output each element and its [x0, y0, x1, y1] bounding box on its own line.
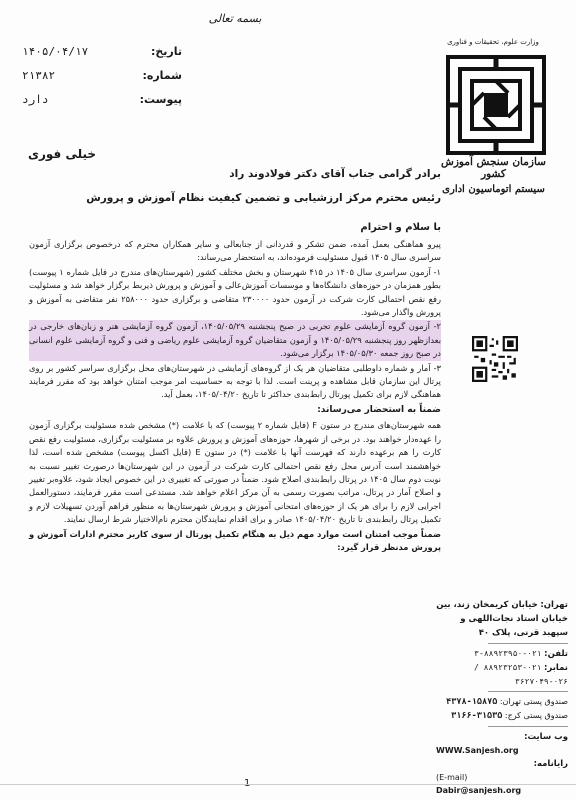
- letter-meta: [22, 40, 182, 112]
- pobox-tehran-value: ۱۵۸۷۵-۴۳۷۸: [446, 697, 498, 707]
- sanjesh-logo-icon: [446, 55, 546, 155]
- intro-paragraph: پیرو هماهنگی بعمل آمده، ضمن تشکر و قدردانی از جنابعالی و سایر همکاران محترم که درخصوص برگزاری آزمون سراسری سال ۱۴۰۵ قبول مسئولیت فرموده‌اند، به استحضار می‌رساند:: [29, 239, 441, 263]
- basmala: بسمه تعالی: [208, 12, 262, 25]
- contact-sidebar: [436, 598, 568, 797]
- attachment-value: دارد: [22, 93, 49, 106]
- organization-subtitle: سیستم اتوماسیون اداری: [442, 184, 545, 195]
- ministry-name: وزارت علوم، تحقیقات و فناوری: [447, 38, 539, 46]
- divider: [488, 643, 568, 644]
- number-row: [22, 64, 182, 88]
- email-label: رایانامه:: [533, 759, 568, 769]
- qr-code-icon: [472, 336, 518, 382]
- attachment-row: [22, 88, 182, 112]
- greeting: با سلام و احترام: [360, 222, 441, 233]
- item-3-paragraph: ۳- آمار و شماره داوطلبی متقاضیان هر یک از گروه‌های آزمایشی در شهرستان‌های محل برگزاری سراسر کشور بر روی پرتال این سازمان قابل مشاهده و پرینت است. لذا با توجه به حساسیت امر موجب امتنان خواهد بود که مقرر فرمایند هماهنگی لازم برای تکمیل پورتال رابط‌بندی حداکثر تا تاریخ ۱۴۰۵/۰۴/۲۰، بعمل آید.: [29, 362, 441, 400]
- divider: [488, 726, 568, 727]
- number-value: ۲۱۳۸۲: [22, 69, 56, 82]
- item-2-paragraph-highlighted: ۲- آزمون گروه آزمایشی علوم تجربی در صبح پنجشنبه ۱۴۰۵/۰۵/۲۹، آزمون گروه آزمایشی هنر و زبان‌های خارجی در بعدازظهر روز پنجشنبه ۱۴۰۵/۰۵/۲۹ و آزمون متقاضیان گروه آزمایشی علوم ریاضی و فنی و گروه آزمایشی علوم انسانی در صبح روز جمعه ۱۴۰۵/۰۵/۳۰ برگزار می‌شود.: [29, 320, 441, 360]
- urgency-label: خیلی فوری: [28, 147, 97, 161]
- recipient-line-2: رئیس محترم مرکز ارزشیابی و تضمین کیفیت نظام آموزش و پرورش: [86, 192, 441, 204]
- pobox-karaj-label: صندوق پستی کرج:: [504, 711, 568, 720]
- date-value: ۱۴۰۵/۰۴/۱۷: [22, 45, 89, 58]
- phone-value: ۰۲۱-۸۸۹۲۳۹۵۰-۳: [474, 649, 542, 658]
- website-label: وب سایت:: [524, 732, 568, 742]
- email-sub-label: (E-mail): [436, 773, 468, 782]
- bottom-divider: [0, 784, 576, 785]
- organization-name: سازمان سنجش آموزش کشور: [441, 156, 546, 180]
- fax-value: ۰۲۱-۸۸۹۲۳۲۵۳ / ۰۲۶-۳۶۲۷۰۴۹: [474, 663, 568, 686]
- date-row: [22, 40, 182, 64]
- phone-label: تلفن:: [544, 649, 568, 659]
- fax-label: نمابر:: [544, 663, 568, 673]
- website-link[interactable]: WWW.Sanjesh.org: [436, 746, 519, 755]
- date-label: تاریخ:: [150, 45, 182, 58]
- address-text: خیابان کریمخان زند، بین خیابان استاد نجات‌اللهی و سپهبد قرنی، پلاک ۴۰: [436, 600, 568, 638]
- recipient-line-1: برادر گرامی جناب آقای دکتر فولادوند راد: [229, 168, 441, 180]
- pobox-karaj-value: ۳۱۵۳۵-۳۱۶۶: [451, 711, 503, 721]
- attachment-label: پیوست:: [139, 93, 182, 106]
- pobox-tehran-label: صندوق پستی تهران:: [499, 697, 568, 706]
- number-label: شماره:: [142, 69, 182, 82]
- divider: [488, 691, 568, 692]
- item-1-paragraph: ۱- آزمون سراسری سال ۱۴۰۵ در ۴۱۵ شهرستان و بخش مختلف کشور (شهرستان‌های مندرج در فایل شماره ۱ پیوست) بطور همزمان در حوزه‌های دانشگاه‌ها و موسسات آموزش‌عالی و آموزش و پرورش ذیربط برگزار خواهد شد و مسئولیت رفع نقص احتمالی کارت شرکت در آزمون حدود ۲۳۰۰۰۰ متقاضی و برگزاری حدود ۲۵۸۰۰۰ نفر متقاضی به آموزش و پرورش واگذار می‌شود.: [29, 266, 442, 318]
- also-heading: ضمناً به استحضار می‌رساند:: [317, 404, 441, 415]
- final-paragraph: ضمناً موجب امتنان است موارد مهم ذیل به هنگام تکمیل پورتال از سوی کاربر محترم ادارات آموزش و پرورش مدنظر قرار گیرد:: [29, 528, 441, 552]
- address-label: تهران:: [540, 600, 568, 610]
- also-paragraph: همه شهرستان‌های مندرج در ستون F (فایل شماره ۲ پیوست) که با علامت (*) مشخص شده مسئولیت برگزاری آزمون را عهده‌دار خواهند بود. در برخی از شهرها، حوزه‌های آموزش و پرورش علاوه بر مسئولیت برگزاری، مسئولیت رفع نقص کارت را هم برعهده دارند که فهرست آنها با علامت (*) در ستون E (فایل اکسل پیوست) مشخص شده است، لذا خواهشمند است آدرس محل رفع نقص احتمالی کارت شرکت در آزمون در این شهرستان‌ها درصورت تغییر نسبت به نوبت دوم سال ۱۴۰۵ در پرتال رابط‌بندی اصلاح شود. ضمناً در صورتی که تغییری در این خصوص ایجاد شود، علاوه‌بر تغییر و اصلاح آمار در پرتال، مراتب بصورت رسمی به آن مرکز اعلام خواهد شد. مستدعی است مقرر فرمایند، دستورالعمل اجرایی لازم را برای هر یک از حوزه‌های امتحانی آموزش و پرورش شهرستان‌ها به منظور فراهم آوردن تسهیلات لازم و تکمیل پرتال رابط‌بندی تا تاریخ ۱۴۰۵/۰۴/۲۰ صادر و برای اقدام نمایندگان محترم نام‌الاختیار شرط ارسال نمایند.: [29, 420, 441, 525]
- letter-body: [29, 238, 441, 555]
- email-link[interactable]: Dabir@sanjesh.org: [436, 786, 522, 795]
- page-number: 1: [244, 778, 251, 789]
